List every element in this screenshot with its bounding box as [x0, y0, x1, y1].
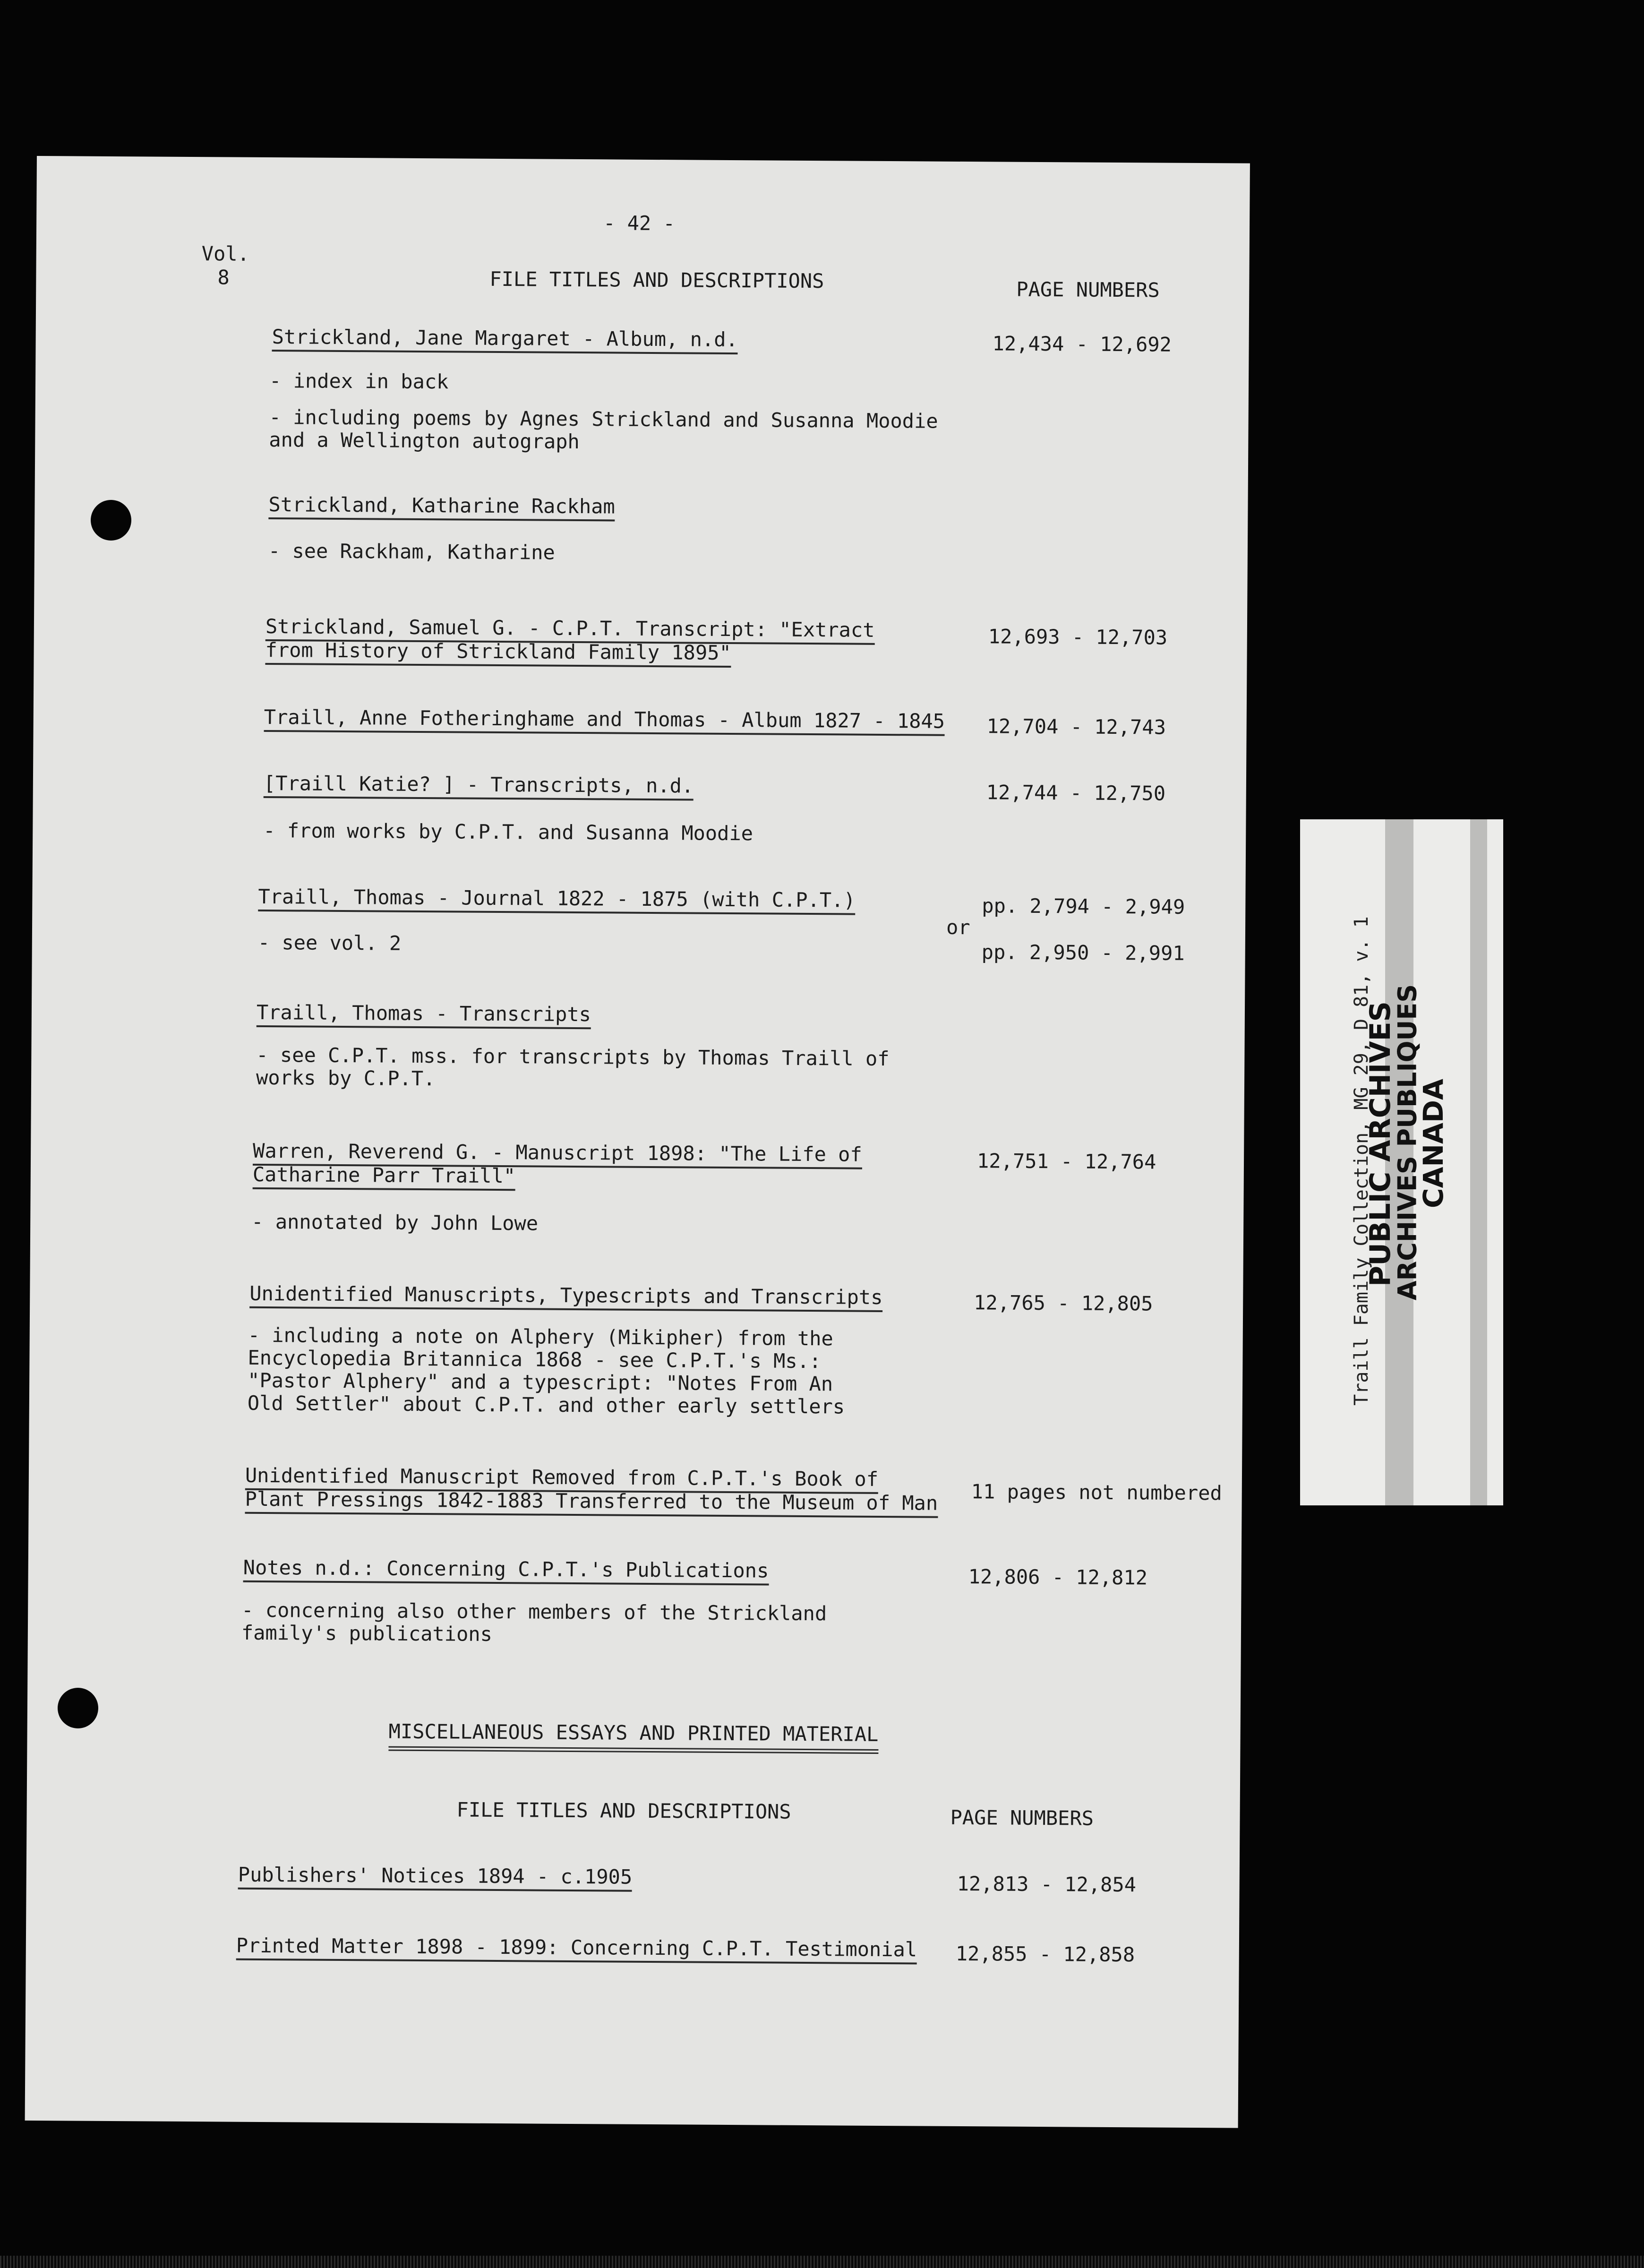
archive-label-strip: [1300, 819, 1503, 1505]
entry-title: Catharine Parr Traill": [253, 1163, 516, 1191]
misc-header-titles: FILE TITLES AND DESCRIPTIONS: [456, 1798, 791, 1823]
entry-title: [Traill Katie? ] - Transcripts, n.d.: [264, 772, 694, 801]
entry-title: Traill, Anne Fotheringhame and Thomas - Album 1827 - 1845: [264, 705, 945, 736]
entry-title: Printed Matter 1898 - 1899: Concerning C.P.T. Testimonial: [236, 1934, 917, 1965]
entry-note: - index in back: [269, 369, 449, 394]
stamp-line: ARCHIVES PUBLIQUES: [1392, 984, 1422, 1301]
page-range: 12,765 - 12,805: [974, 1291, 1153, 1315]
stamp-line: PUBLIC ARCHIVES: [1364, 1001, 1397, 1287]
page-range: 12,704 - 12,743: [986, 714, 1166, 739]
entry-title: Strickland, Samuel G. - C.P.T. Transcript: "Extract: [265, 615, 875, 645]
entry-note: - see vol. 2: [257, 930, 402, 955]
page-number: - 42 -: [603, 211, 676, 235]
entry-title: Traill, Thomas - Journal 1822 - 1875 (with C.P.T.): [258, 885, 856, 915]
scan-edge: [0, 2256, 1644, 2268]
entry-note: Encyclopedia Britannica 1868 - see C.P.T.'s Ms.:: [248, 1346, 822, 1373]
entry-title: Warren, Reverend G. - Manuscript 1898: "The Life of: [253, 1139, 862, 1169]
entry-title: Plant Pressings 1842-1883 Transferred to the Museum of Man: [245, 1487, 938, 1518]
header-pages: PAGE NUMBERS: [1016, 277, 1160, 302]
entry-title: Unidentified Manuscripts, Typescripts and Transcripts: [249, 1282, 882, 1312]
document-page: [25, 156, 1250, 2128]
collection-label: Traill Family Collection, MG 29, D 81, v. 1: [1351, 916, 1372, 1406]
page-range: 11 pages not numbered: [971, 1480, 1222, 1505]
page-range: 12,855 - 12,858: [955, 1942, 1135, 1967]
misc-heading: MISCELLANEOUS ESSAYS AND PRINTED MATERIAL: [388, 1720, 878, 1754]
page-range: 12,693 - 12,703: [988, 625, 1168, 649]
page-range: 12,806 - 12,812: [968, 1565, 1148, 1589]
entry-title: Notes n.d.: Concerning C.P.T.'s Publications: [243, 1556, 769, 1586]
entry-note: - annotated by John Lowe: [251, 1210, 539, 1235]
misc-header-pages: PAGE NUMBERS: [950, 1805, 1094, 1830]
entry-note: and a Wellington autograph: [269, 428, 580, 454]
vol-number: 8: [217, 266, 230, 289]
page-range: 12,434 - 12,692: [992, 332, 1172, 356]
or-label: or: [946, 915, 970, 939]
entry-note: - concerning also other members of the Strickland: [241, 1598, 827, 1625]
page-range-alt: pp. 2,950 - 2,991: [981, 940, 1185, 965]
entry-note: works by C.P.T.: [256, 1065, 436, 1091]
entry-title: from History of Strickland Family 1895": [265, 638, 731, 668]
entry-title: Publishers' Notices 1894 - c.1905: [238, 1863, 633, 1892]
stamp-line: CANADA: [1417, 1079, 1449, 1208]
entry-title: Unidentified Manuscript Removed from C.P.T.'s Book of: [245, 1464, 878, 1494]
page-range: 12,744 - 12,750: [986, 781, 1166, 805]
entry-note: Old Settler" about C.P.T. and other early settlers: [247, 1391, 845, 1418]
entry-note: - including a note on Alphery (Mikipher) from the: [248, 1323, 833, 1350]
vol-label: Vol.: [201, 242, 250, 266]
entry-title: Strickland, Katharine Rackham: [268, 493, 615, 521]
header-titles: FILE TITLES AND DESCRIPTIONS: [489, 267, 824, 293]
page-range: 12,813 - 12,854: [957, 1872, 1137, 1897]
entry-note: - including poems by Agnes Strickland and Susanna Moodie: [269, 405, 938, 433]
entry-note: family's publications: [241, 1621, 493, 1646]
entry-title: Traill, Thomas - Transcripts: [257, 1001, 591, 1029]
entry-note: - see Rackham, Katharine: [268, 539, 555, 564]
entry-note: - see C.P.T. mss. for transcripts by Thomas Traill of: [256, 1043, 890, 1071]
punch-hole: [58, 1688, 98, 1728]
entry-note: "Pastor Alphery" and a typescript: "Notes From An: [248, 1368, 833, 1396]
punch-hole: [91, 500, 131, 541]
entry-note: - from works by C.P.T. and Susanna Moodie: [263, 818, 754, 845]
page-range: 12,751 - 12,764: [976, 1149, 1156, 1174]
page-range: pp. 2,794 - 2,949: [982, 894, 1185, 919]
entry-title: Strickland, Jane Margaret - Album, n.d.: [272, 325, 737, 354]
